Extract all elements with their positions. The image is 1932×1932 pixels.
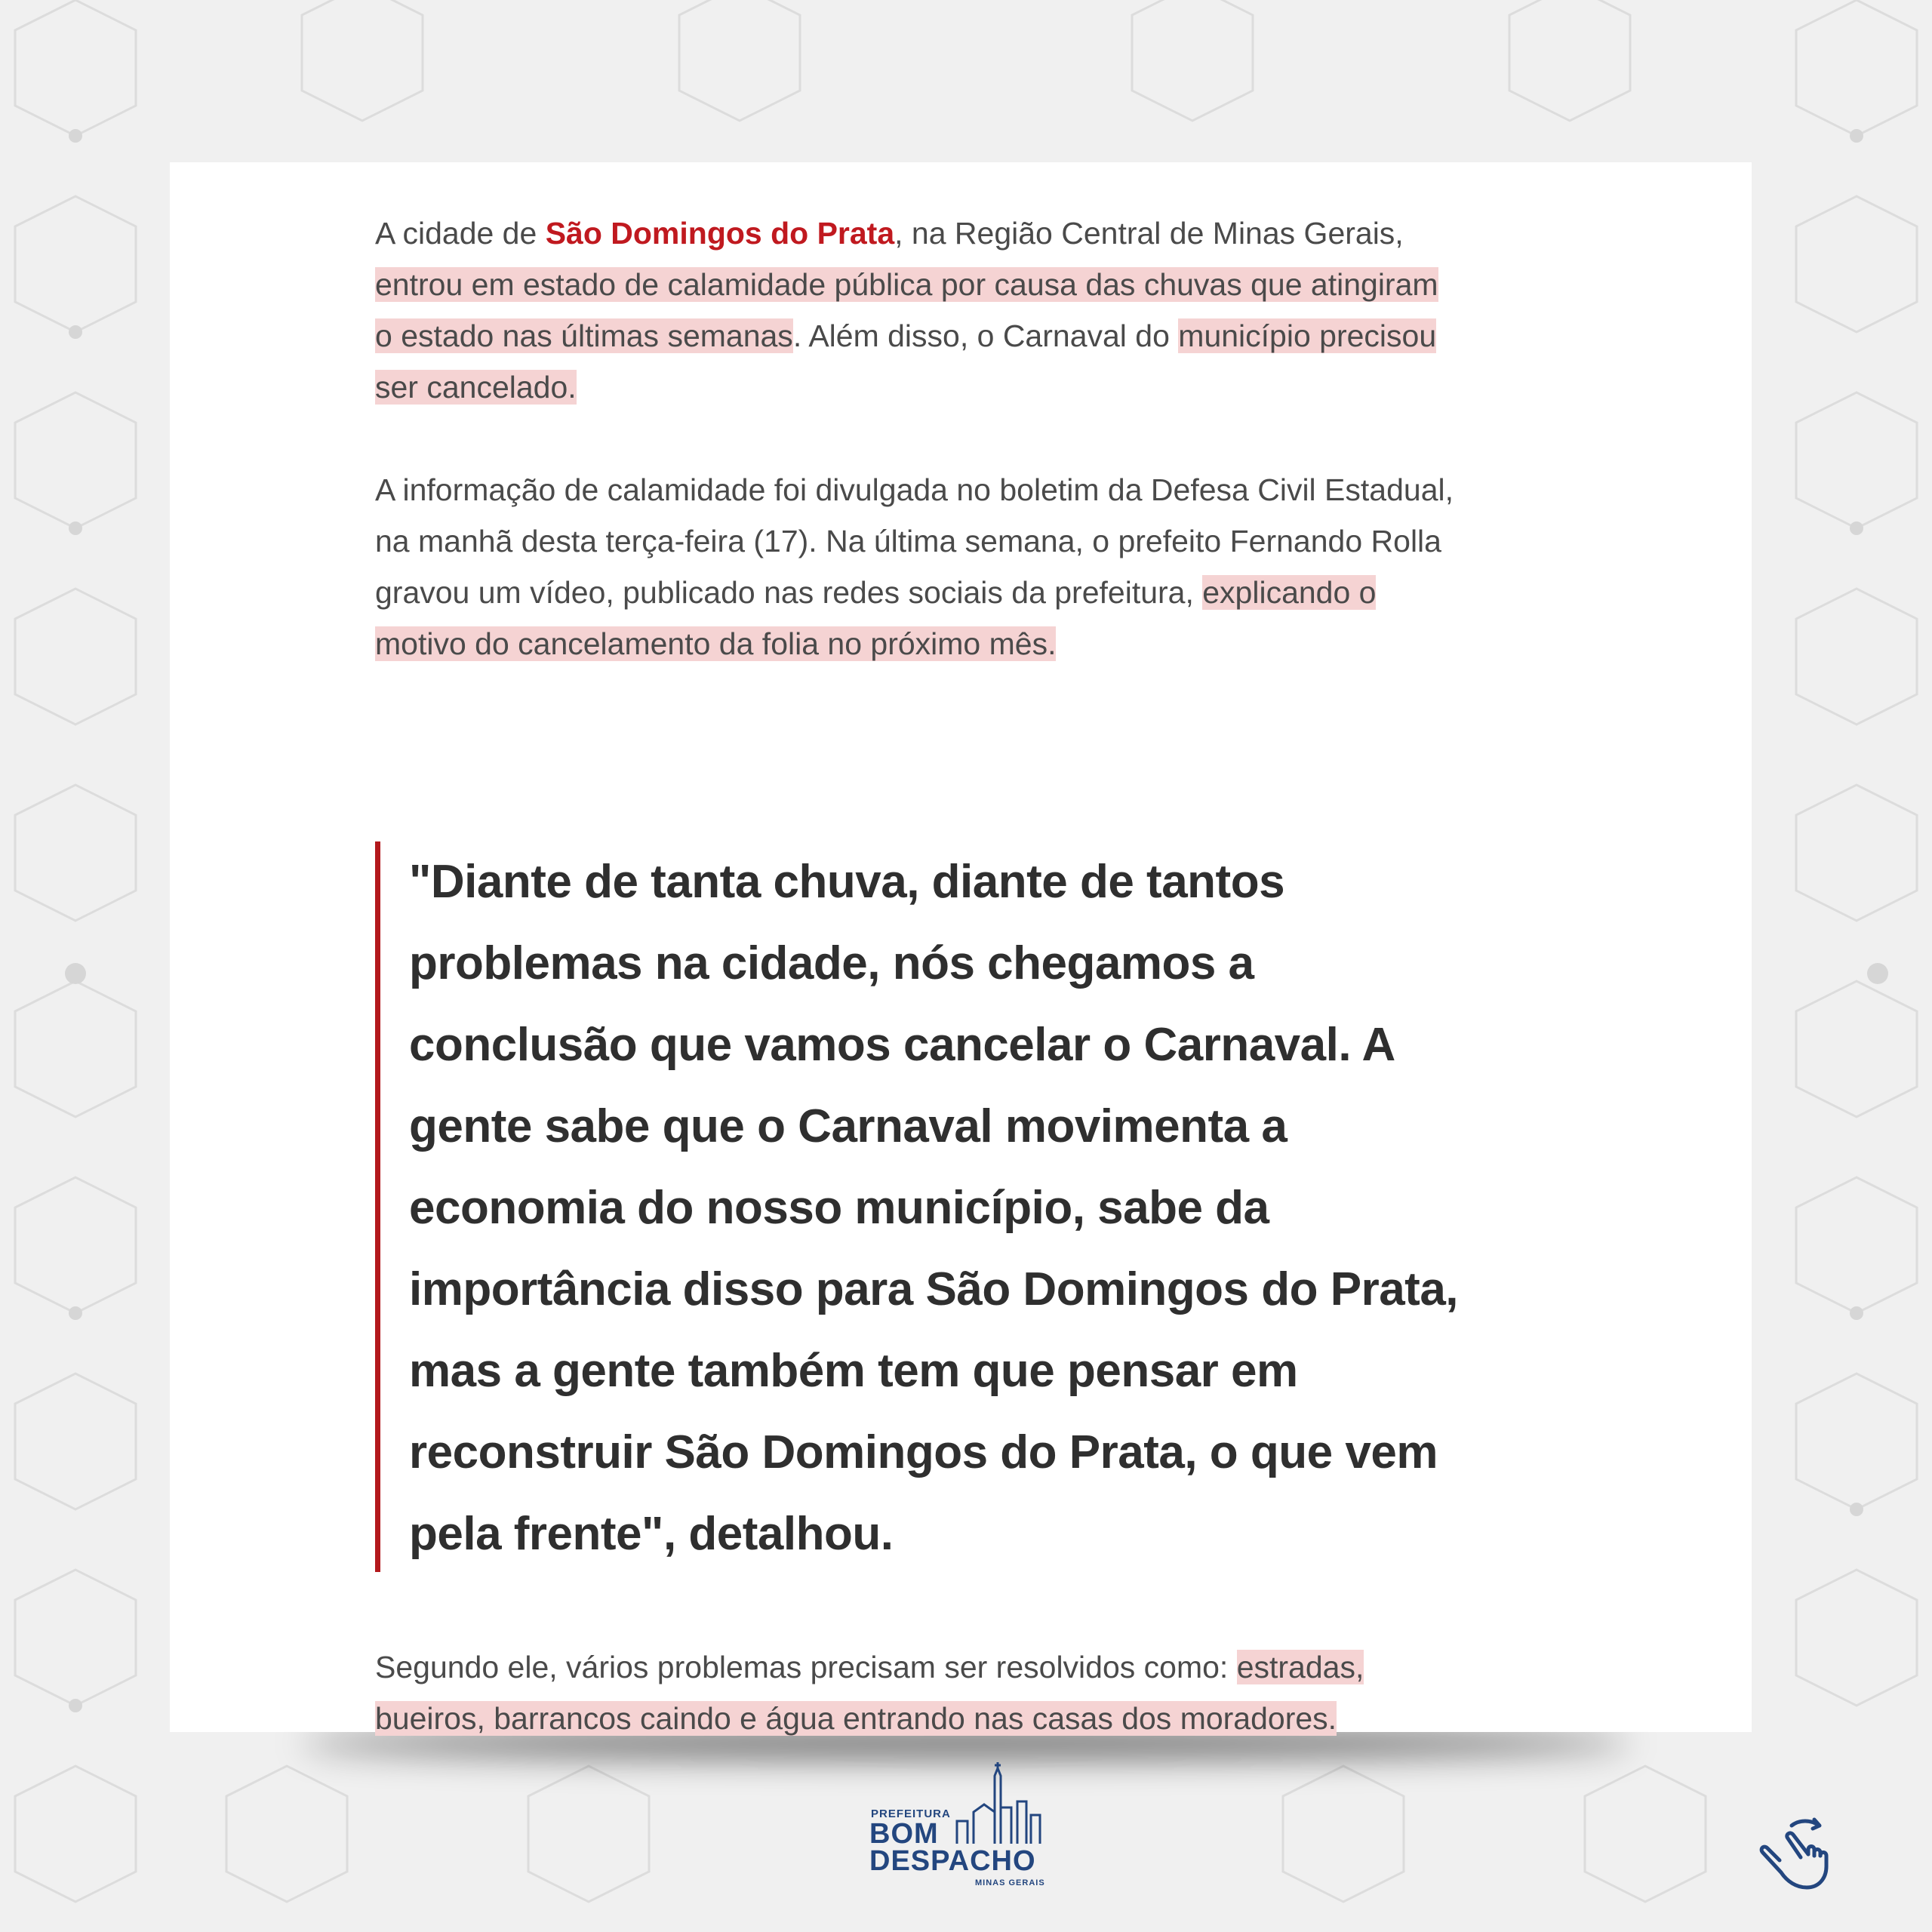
logo-line-1: BOM: [869, 1818, 939, 1850]
swipe-hand-icon: [1751, 1815, 1834, 1898]
blockquote: [375, 841, 1462, 1572]
p3-highlight: estradas, bueiros, barrancos caindo e água entrando nas casas dos moradores.: [375, 1650, 1364, 1736]
p1-highlight: entrou em estado de calamidade pública por causa das chuvas que atingiram o estado nas últimas semanas: [375, 267, 1438, 353]
p1-highlight-2: município precisou ser cancelado.: [375, 318, 1437, 405]
p1-text-mid: , na Região Central de Minas Gerais,: [894, 216, 1404, 251]
skyline-icon: [951, 1762, 1064, 1845]
p2-highlight: explicando o motivo do cancelamento da folia no próximo mês.: [375, 575, 1377, 661]
p2-text: A informação de calamidade foi divulgada no boletim da Defesa Civil Estadual, na manhã desta terça-feira (17). Na última semana, o prefeito Fernando Rolla gravou um vídeo, publicado nas redes sociais da prefeitura,: [375, 472, 1454, 610]
paragraph-1: [375, 208, 1462, 413]
quote-text: "Diante de tanta chuva, diante de tantos problemas na cidade, nós chegamos a conclusão que vamos cancelar o Carnaval. A gente sabe que o Carnaval movimenta a economia do nosso município, sabe da importância disso para São Domingos do Prata, mas a gente também tem que pensar em reconstruir São Domingos do Prata, o que vem pela frente", detalhou.: [409, 856, 1459, 1560]
paragraph-2: [375, 464, 1462, 669]
city-name: São Domingos do Prata: [545, 216, 895, 251]
logo-prefix: PREFEITURA: [871, 1807, 951, 1820]
logo-line-2: DESPACHO: [869, 1845, 1036, 1877]
logo-state: MINAS GERAIS: [975, 1878, 1045, 1887]
p1-text-start: A cidade de: [375, 216, 546, 251]
paragraph-3: [375, 1641, 1462, 1744]
p1-text-post: . Além disso, o Carnaval do: [792, 318, 1179, 353]
prefeitura-logo: [868, 1762, 1064, 1898]
article-card: [170, 162, 1752, 1736]
p3-text: Segundo ele, vários problemas precisam ser resolvidos como:: [375, 1650, 1237, 1684]
